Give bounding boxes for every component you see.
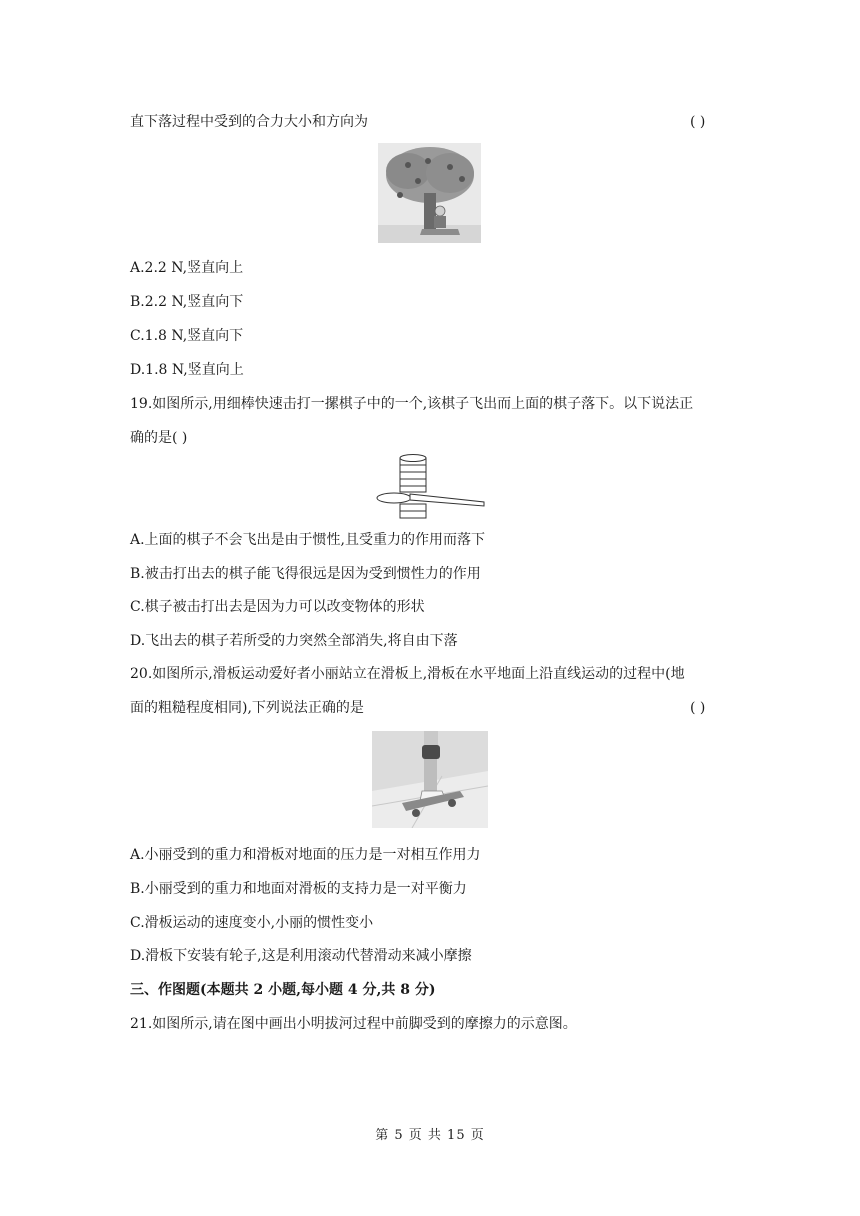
q20-option-d: D.滑板下安装有轮子,这是利用滚动代替滑动来减小摩擦: [130, 948, 472, 964]
q20-answer-bracket: ( ): [690, 700, 706, 716]
q19-stem-line1: 19.如图所示,用细棒快速击打一摞棋子中的一个,该棋子飞出而上面的棋子落下。以下说法正: [130, 396, 694, 412]
q19-option-a: A.上面的棋子不会飞出是由于惯性,且受重力的作用而落下: [130, 532, 486, 548]
q19-option-d: D.飞出去的棋子若所受的力突然全部消失,将自由下落: [130, 633, 458, 649]
skateboard-figure: [372, 731, 488, 828]
q19-stem-line2: 确的是( ): [130, 430, 188, 446]
q18-option-d: D.1.8 N,竖直向上: [130, 362, 244, 378]
q18-option-c: C.1.8 N,竖直向下: [130, 328, 244, 344]
q18-option-a: A.2.2 N,竖直向上: [130, 260, 244, 276]
q20-stem-line1: 20.如图所示,滑板运动爱好者小丽站立在滑板上,滑板在水平地面上沿直线运动的过程中(地: [130, 666, 685, 682]
q18-answer-bracket: ( ): [690, 114, 706, 130]
q18-option-b: B.2.2 N,竖直向下: [130, 294, 244, 310]
q20-stem-line2: 面的粗糙程度相同),下列说法正确的是: [130, 700, 364, 716]
q20-option-a: A.小丽受到的重力和滑板对地面的压力是一对相互作用力: [130, 847, 481, 863]
chess-stack-figure: [374, 452, 486, 522]
apple-tree-figure: [378, 143, 481, 243]
q19-option-b: B.被击打出去的棋子能飞得很远是因为受到惯性力的作用: [130, 566, 481, 582]
q19-option-c: C.棋子被击打出去是因为力可以改变物体的形状: [130, 599, 425, 615]
section3-heading: 三、作图题(本题共 2 小题,每小题 4 分,共 8 分): [130, 982, 436, 998]
q20-option-c: C.滑板运动的速度变小,小丽的惯性变小: [130, 915, 374, 931]
q18-stem-tail: 直下落过程中受到的合力大小和方向为: [130, 114, 368, 130]
page-number-footer: 第 5 页 共 15 页: [375, 1128, 485, 1143]
q21-stem: 21.如图所示,请在图中画出小明拔河过程中前脚受到的摩擦力的示意图。: [130, 1016, 577, 1032]
q20-option-b: B.小丽受到的重力和地面对滑板的支持力是一对平衡力: [130, 881, 467, 897]
